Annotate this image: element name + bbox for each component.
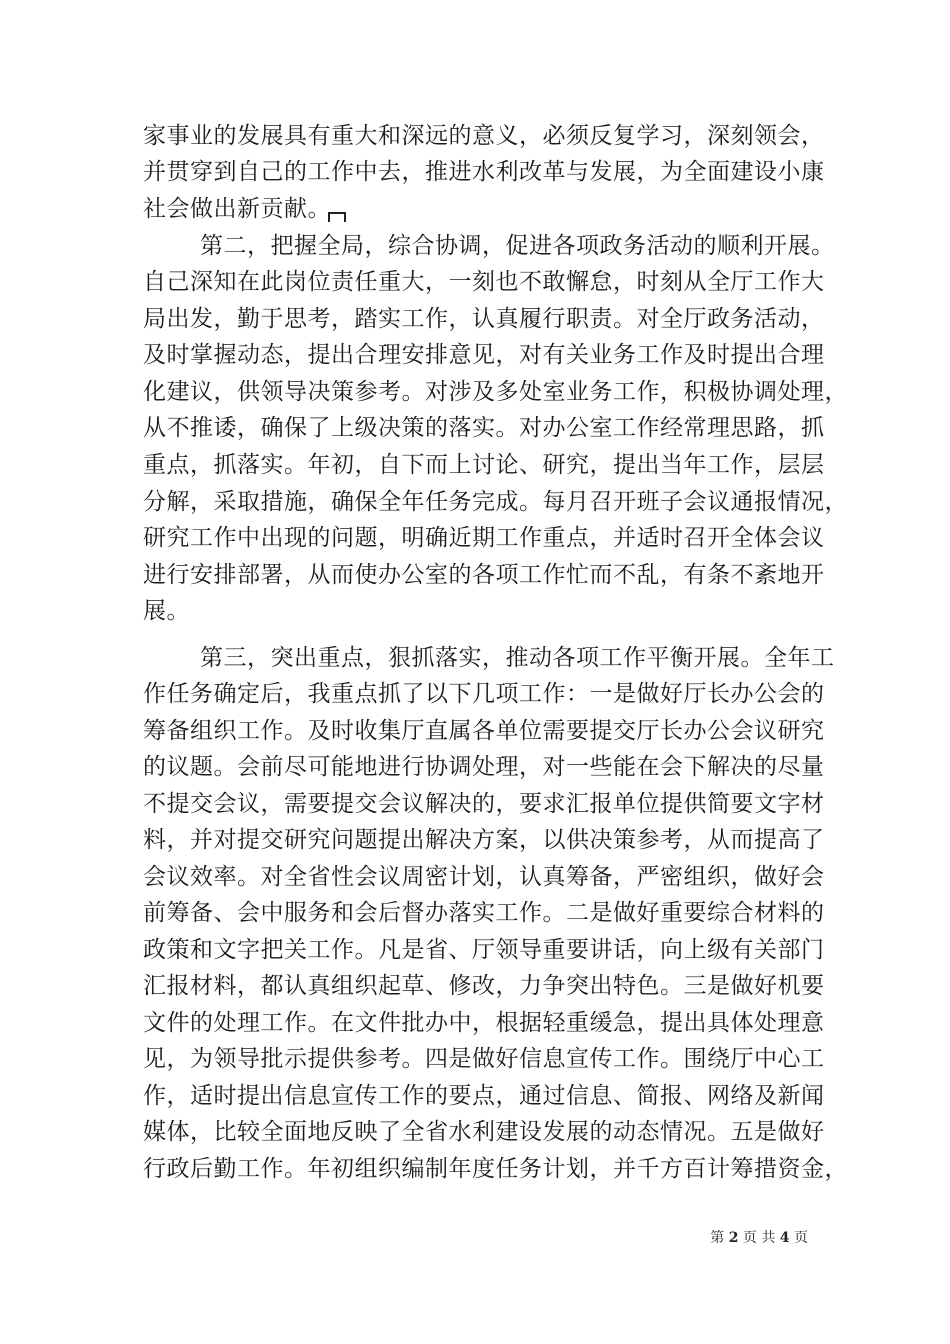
body-line: 前筹备、会中服务和会后督办落实工作。二是做好重要综合材料的	[143, 900, 825, 926]
body-line: 作，适时提出信息宣传工作的要点，通过信息、简报、网络及新闻	[143, 1083, 825, 1109]
body-line: 重点，抓落实。年初，自下而上讨论、研究，提出当年工作，层层	[143, 452, 825, 478]
body-line: 自己深知在此岗位责任重大，一刻也不敢懈怠，时刻从全厅工作大	[143, 269, 825, 295]
body-line: 汇报材料，都认真组织起草、修改，力争突出特色。三是做好机要	[143, 973, 825, 999]
footer-total-pages: 4	[779, 1230, 790, 1246]
body-line: 及时掌握动态，提出合理安排意见，对有关业务工作及时提出合理	[143, 342, 825, 368]
body-line: 的议题。会前尽可能地进行协调处理，对一些能在会下解决的尽量	[143, 754, 825, 780]
body-line: 文件的处理工作。在文件批办中，根据轻重缓急，提出具体处理意	[143, 1010, 825, 1036]
footer-middle: 页 共	[742, 1230, 776, 1246]
footer-prefix: 第	[710, 1230, 725, 1246]
body-line: 筹备组织工作。及时收集厅直属各单位需要提交厅长办公会议研究	[143, 718, 825, 744]
body-line: 不提交会议，需要提交会议解决的，要求汇报单位提供简要文字材	[143, 791, 825, 817]
body-line: 化建议，供领导决策参考。对涉及多处室业务工作，积极协调处理，	[143, 379, 848, 405]
body-line: 局出发，勤于思考，踏实工作，认真履行职责。对全厅政务活动，	[143, 306, 825, 332]
body-line: 家事业的发展具有重大和深远的意义，必须反复学习，深刻领会，	[143, 123, 825, 149]
page-footer	[0, 1229, 950, 1247]
body-line: 作任务确定后，我重点抓了以下几项工作：一是做好厅长办公会的	[143, 681, 825, 707]
body-line: 研究工作中出现的问题，明确近期工作重点，并适时召开全体会议	[143, 525, 825, 551]
body-line: 社会做出新贡献。	[143, 196, 331, 222]
body-line: 并贯穿到自己的工作中去，推进水利改革与发展，为全面建设小康	[143, 159, 825, 185]
footer-current-page: 2	[728, 1230, 739, 1246]
bracket-mark	[328, 212, 346, 222]
body-line: 会议效率。对全省性会议周密计划，认真筹备，严密组织，做好会	[143, 864, 825, 890]
body-line: 展。	[143, 598, 190, 624]
body-line: 分解，采取措施，确保全年任务完成。每月召开班子会议通报情况，	[143, 489, 848, 515]
paragraph-start-line: 第三，突出重点，狠抓落实，推动各项工作平衡开展。全年工	[200, 645, 835, 671]
body-line: 政策和文字把关工作。凡是省、厅领导重要讲话，向上级有关部门	[143, 937, 825, 963]
body-line: 见，为领导批示提供参考。四是做好信息宣传工作。围绕厅中心工	[143, 1046, 825, 1072]
paragraph-start-line: 第二，把握全局，综合协调，促进各项政务活动的顺利开展。	[200, 233, 835, 259]
body-line: 料，并对提交研究问题提出解决方案，以供决策参考，从而提高了	[143, 827, 825, 853]
body-line: 行政后勤工作。年初组织编制年度任务计划，并千方百计筹措资金，	[143, 1156, 848, 1182]
footer-suffix: 页	[794, 1230, 808, 1246]
body-line: 从不推诿，确保了上级决策的落实。对办公室工作经常理思路，抓	[143, 415, 825, 441]
body-line: 进行安排部署，从而使办公室的各项工作忙而不乱，有条不紊地开	[143, 562, 825, 588]
body-line: 媒体，比较全面地反映了全省水利建设发展的动态情况。五是做好	[143, 1119, 825, 1145]
